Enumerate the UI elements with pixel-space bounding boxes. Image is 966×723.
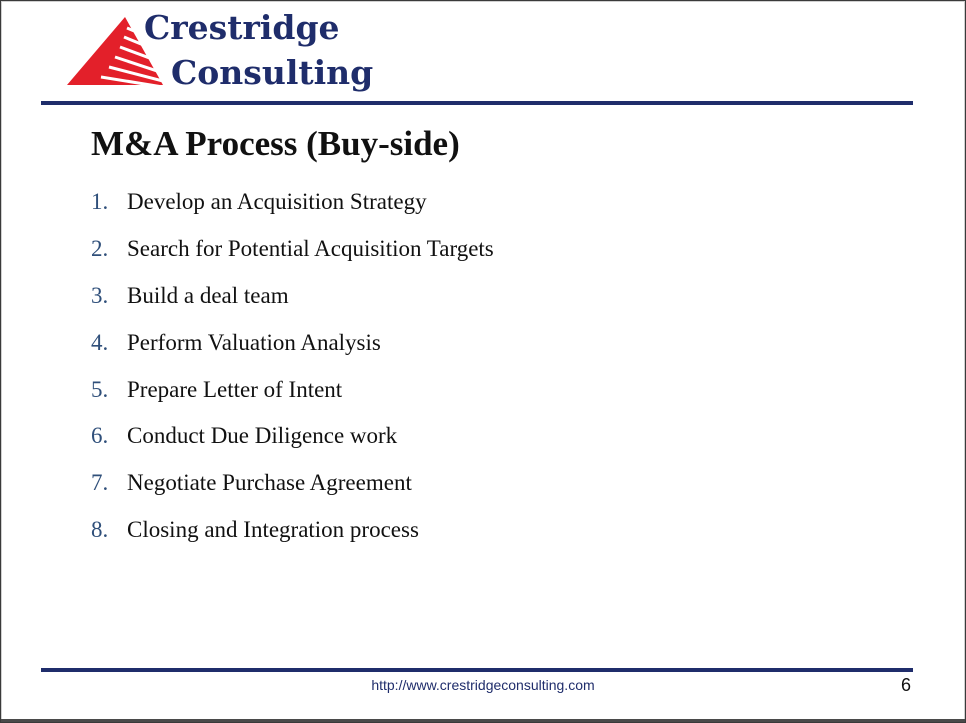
step-text: Develop an Acquisition Strategy bbox=[127, 189, 427, 214]
step-number: 5. bbox=[91, 376, 109, 402]
step-text: Negotiate Purchase Agreement bbox=[127, 470, 412, 496]
footer-divider bbox=[41, 668, 913, 672]
step-text: Closing and Integration process bbox=[127, 517, 419, 543]
step-number: 4. bbox=[91, 329, 109, 355]
list-item bbox=[91, 189, 494, 236]
step-number: 2. bbox=[91, 235, 109, 261]
brand-name-line1: Crestridge bbox=[144, 8, 340, 47]
process-steps-list bbox=[91, 189, 494, 564]
step-number: 6. bbox=[91, 423, 109, 449]
list-item bbox=[91, 377, 494, 424]
page-number: 6 bbox=[900, 675, 911, 695]
brand-name-line2: Consulting bbox=[171, 53, 374, 92]
step-number: 7. bbox=[91, 470, 109, 496]
step-text: Conduct Due Diligence work bbox=[127, 423, 398, 449]
list-item bbox=[91, 423, 494, 470]
step-text: Search for Potential Acquisition Targets bbox=[127, 235, 494, 261]
list-item bbox=[91, 236, 494, 283]
step-text: Perform Valuation Analysis bbox=[127, 329, 381, 355]
footer-url-text: http://www.crestridgeconsulting.com bbox=[371, 677, 595, 693]
list-item bbox=[91, 470, 494, 517]
step-text: Prepare Letter of Intent bbox=[127, 376, 343, 402]
step-number: 8. bbox=[91, 517, 109, 543]
step-number: 3. bbox=[91, 282, 109, 308]
slide-title: M&A Process (Buy-side) bbox=[91, 124, 460, 163]
step-text: Build a deal team bbox=[127, 282, 289, 308]
header-divider bbox=[41, 101, 913, 105]
list-item bbox=[91, 283, 494, 330]
list-item bbox=[91, 517, 494, 564]
step-number: 1. bbox=[91, 189, 109, 214]
list-item bbox=[91, 330, 494, 377]
